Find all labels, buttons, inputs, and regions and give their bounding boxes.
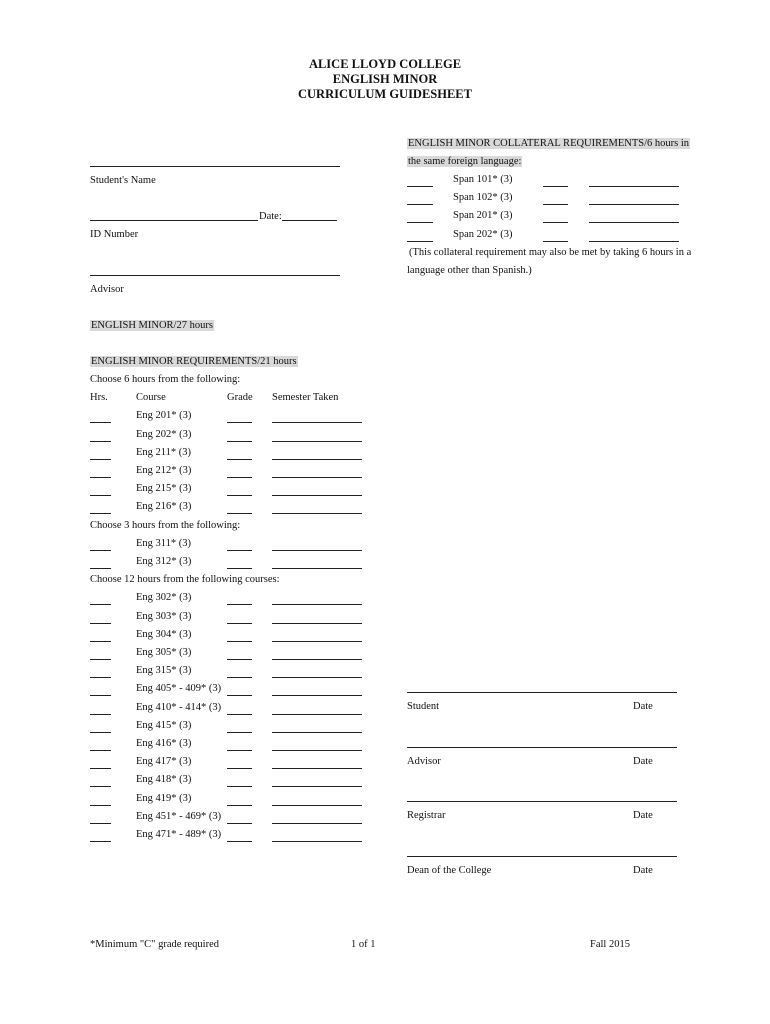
grade-field[interactable] bbox=[227, 714, 252, 715]
signature-line[interactable] bbox=[407, 692, 677, 693]
id-number-label: ID Number bbox=[90, 229, 139, 240]
signature-role-label: Dean of the College bbox=[407, 865, 492, 876]
hours-field[interactable] bbox=[90, 641, 111, 642]
program-name: ENGLISH MINOR bbox=[332, 72, 438, 86]
signature-line[interactable] bbox=[407, 856, 677, 857]
course-name: Eng 303* (3) bbox=[136, 611, 192, 622]
semester-field[interactable] bbox=[272, 805, 362, 806]
grade-field[interactable] bbox=[227, 477, 252, 478]
advisor-field[interactable] bbox=[90, 275, 340, 276]
semester-field[interactable] bbox=[272, 513, 362, 514]
grade-field[interactable] bbox=[227, 695, 252, 696]
collateral-heading-line-2 bbox=[407, 156, 522, 168]
date-field[interactable] bbox=[282, 220, 337, 221]
semester-field[interactable] bbox=[272, 568, 362, 569]
collateral-note-line-2: language other than Spanish.) bbox=[407, 265, 532, 276]
collateral-course-name: Span 202* (3) bbox=[453, 229, 513, 240]
collateral-grade-field[interactable] bbox=[543, 186, 568, 187]
students-name-field[interactable] bbox=[90, 166, 340, 167]
minor-total-heading bbox=[90, 320, 214, 332]
course-name: Eng 311* (3) bbox=[136, 538, 192, 549]
semester-field[interactable] bbox=[272, 841, 362, 842]
hours-field[interactable] bbox=[90, 677, 111, 678]
hours-field[interactable] bbox=[90, 422, 111, 423]
hours-field[interactable] bbox=[90, 604, 111, 605]
semester-field[interactable] bbox=[272, 495, 362, 496]
minor-total-heading-text: ENGLISH MINOR/27 hours bbox=[91, 320, 213, 331]
collateral-grade-field[interactable] bbox=[543, 204, 568, 205]
semester-field[interactable] bbox=[272, 623, 362, 624]
semester-field[interactable] bbox=[272, 732, 362, 733]
grade-field[interactable] bbox=[227, 659, 252, 660]
course-name: Eng 212* (3) bbox=[136, 465, 192, 476]
collateral-grade-field[interactable] bbox=[543, 241, 568, 242]
document-title: CURRICULUM GUIDESHEET bbox=[298, 87, 472, 101]
course-name: Eng 304* (3) bbox=[136, 629, 192, 640]
signature-date-label: Date bbox=[633, 865, 653, 876]
semester-field[interactable] bbox=[272, 641, 362, 642]
collateral-semester-field[interactable] bbox=[589, 186, 679, 187]
grade-field[interactable] bbox=[227, 422, 252, 423]
hours-field[interactable] bbox=[90, 823, 111, 824]
semester-field[interactable] bbox=[272, 823, 362, 824]
hours-field[interactable] bbox=[90, 441, 111, 442]
semester-field[interactable] bbox=[272, 677, 362, 678]
semester-field[interactable] bbox=[272, 604, 362, 605]
group-2-label: Choose 3 hours from the following: bbox=[90, 520, 241, 531]
hours-field[interactable] bbox=[90, 623, 111, 624]
collateral-hours-field[interactable] bbox=[407, 204, 433, 205]
requirements-heading bbox=[90, 356, 298, 368]
grade-field[interactable] bbox=[227, 641, 252, 642]
grade-field[interactable] bbox=[227, 441, 252, 442]
course-name: Eng 410* - 414* (3) bbox=[136, 702, 222, 713]
column-header-semester: Semester Taken bbox=[272, 392, 339, 404]
group-3-label: Choose 12 hours from the following courses: bbox=[90, 574, 280, 585]
collateral-heading-line-1 bbox=[407, 138, 690, 150]
course-name: Eng 302* (3) bbox=[136, 592, 192, 603]
grade-field[interactable] bbox=[227, 677, 252, 678]
course-name: Eng 216* (3) bbox=[136, 501, 192, 512]
course-name: Eng 315* (3) bbox=[136, 665, 192, 676]
hours-field[interactable] bbox=[90, 568, 111, 569]
hours-field[interactable] bbox=[90, 805, 111, 806]
semester-field[interactable] bbox=[272, 422, 362, 423]
grade-field[interactable] bbox=[227, 732, 252, 733]
grade-field[interactable] bbox=[227, 568, 252, 569]
semester-field[interactable] bbox=[272, 695, 362, 696]
grade-field[interactable] bbox=[227, 786, 252, 787]
semester-field[interactable] bbox=[272, 477, 362, 478]
collateral-hours-field[interactable] bbox=[407, 241, 433, 242]
course-name: Eng 418* (3) bbox=[136, 774, 192, 785]
collateral-semester-field[interactable] bbox=[589, 204, 679, 205]
grade-field[interactable] bbox=[227, 805, 252, 806]
collateral-heading-line-1-text: ENGLISH MINOR COLLATERAL REQUIREMENTS/6 hours in bbox=[408, 138, 690, 149]
signature-role-label: Advisor bbox=[407, 756, 441, 767]
semester-field[interactable] bbox=[272, 441, 362, 442]
grade-field[interactable] bbox=[227, 513, 252, 514]
course-name: Eng 405* - 409* (3) bbox=[136, 683, 222, 694]
collateral-semester-field[interactable] bbox=[589, 241, 679, 242]
date-label: Date: bbox=[259, 211, 282, 222]
id-number-field[interactable] bbox=[90, 220, 258, 221]
footer-page-number: 1 of 1 bbox=[351, 939, 376, 950]
signature-date-label: Date bbox=[633, 810, 653, 821]
semester-field[interactable] bbox=[272, 768, 362, 769]
collateral-heading-line-2-text: the same foreign language: bbox=[408, 156, 522, 167]
hours-field[interactable] bbox=[90, 550, 111, 551]
course-name: Eng 471* - 489* (3) bbox=[136, 829, 222, 840]
column-header-course: Course bbox=[136, 392, 166, 404]
collateral-course-name: Span 101* (3) bbox=[453, 174, 513, 185]
requirements-heading-text: ENGLISH MINOR REQUIREMENTS/21 hours bbox=[91, 356, 297, 367]
grade-field[interactable] bbox=[227, 495, 252, 496]
semester-field[interactable] bbox=[272, 459, 362, 460]
course-name: Eng 416* (3) bbox=[136, 738, 192, 749]
signature-line[interactable] bbox=[407, 747, 677, 748]
semester-field[interactable] bbox=[272, 714, 362, 715]
hours-field[interactable] bbox=[90, 750, 111, 751]
signature-role-label: Registrar bbox=[407, 810, 446, 821]
course-name: Eng 419* (3) bbox=[136, 793, 192, 804]
course-name: Eng 305* (3) bbox=[136, 647, 192, 658]
course-name: Eng 312* (3) bbox=[136, 556, 192, 567]
collateral-semester-field[interactable] bbox=[589, 222, 679, 223]
semester-field[interactable] bbox=[272, 786, 362, 787]
signature-role-label: Student bbox=[407, 701, 440, 712]
course-name: Eng 215* (3) bbox=[136, 483, 192, 494]
course-name: Eng 417* (3) bbox=[136, 756, 192, 767]
group-1-label: Choose 6 hours from the following: bbox=[90, 374, 241, 385]
advisor-label: Advisor bbox=[90, 284, 124, 295]
grade-field[interactable] bbox=[227, 604, 252, 605]
collateral-grade-field[interactable] bbox=[543, 222, 568, 223]
hours-field[interactable] bbox=[90, 459, 111, 460]
hours-field[interactable] bbox=[90, 786, 111, 787]
hours-field[interactable] bbox=[90, 768, 111, 769]
grade-field[interactable] bbox=[227, 768, 252, 769]
hours-field[interactable] bbox=[90, 732, 111, 733]
footer-term: Fall 2015 bbox=[590, 939, 630, 950]
hours-field[interactable] bbox=[90, 495, 111, 496]
column-header-grade: Grade bbox=[227, 392, 253, 404]
signature-date-label: Date bbox=[633, 756, 653, 767]
semester-field[interactable] bbox=[272, 750, 362, 751]
hours-field[interactable] bbox=[90, 659, 111, 660]
grade-field[interactable] bbox=[227, 750, 252, 751]
grade-field[interactable] bbox=[227, 550, 252, 551]
collateral-hours-field[interactable] bbox=[407, 222, 433, 223]
hours-field[interactable] bbox=[90, 841, 111, 842]
grade-field[interactable] bbox=[227, 841, 252, 842]
course-name: Eng 415* (3) bbox=[136, 720, 192, 731]
students-name-label: Student's Name bbox=[90, 175, 156, 186]
semester-field[interactable] bbox=[272, 550, 362, 551]
column-header-hrs: Hrs. bbox=[90, 392, 108, 404]
hours-field[interactable] bbox=[90, 477, 111, 478]
grade-field[interactable] bbox=[227, 623, 252, 624]
hours-field[interactable] bbox=[90, 714, 111, 715]
hours-field[interactable] bbox=[90, 695, 111, 696]
hours-field[interactable] bbox=[90, 513, 111, 514]
collateral-course-name: Span 102* (3) bbox=[453, 192, 513, 203]
collateral-note-line-1: (This collateral requirement may also be met by taking 6 hours in a bbox=[409, 247, 692, 258]
course-name: Eng 211* (3) bbox=[136, 447, 192, 458]
collateral-course-name: Span 201* (3) bbox=[453, 210, 513, 221]
grade-field[interactable] bbox=[227, 823, 252, 824]
course-name: Eng 451* - 469* (3) bbox=[136, 811, 222, 822]
signature-date-label: Date bbox=[633, 701, 653, 712]
grade-field[interactable] bbox=[227, 459, 252, 460]
college-name: ALICE LLOYD COLLEGE bbox=[308, 57, 462, 71]
course-name: Eng 201* (3) bbox=[136, 410, 192, 421]
footer-grade-note: *Minimum "C" grade required bbox=[90, 939, 220, 950]
semester-field[interactable] bbox=[272, 659, 362, 660]
course-name: Eng 202* (3) bbox=[136, 429, 192, 440]
collateral-hours-field[interactable] bbox=[407, 186, 433, 187]
signature-line[interactable] bbox=[407, 801, 677, 802]
